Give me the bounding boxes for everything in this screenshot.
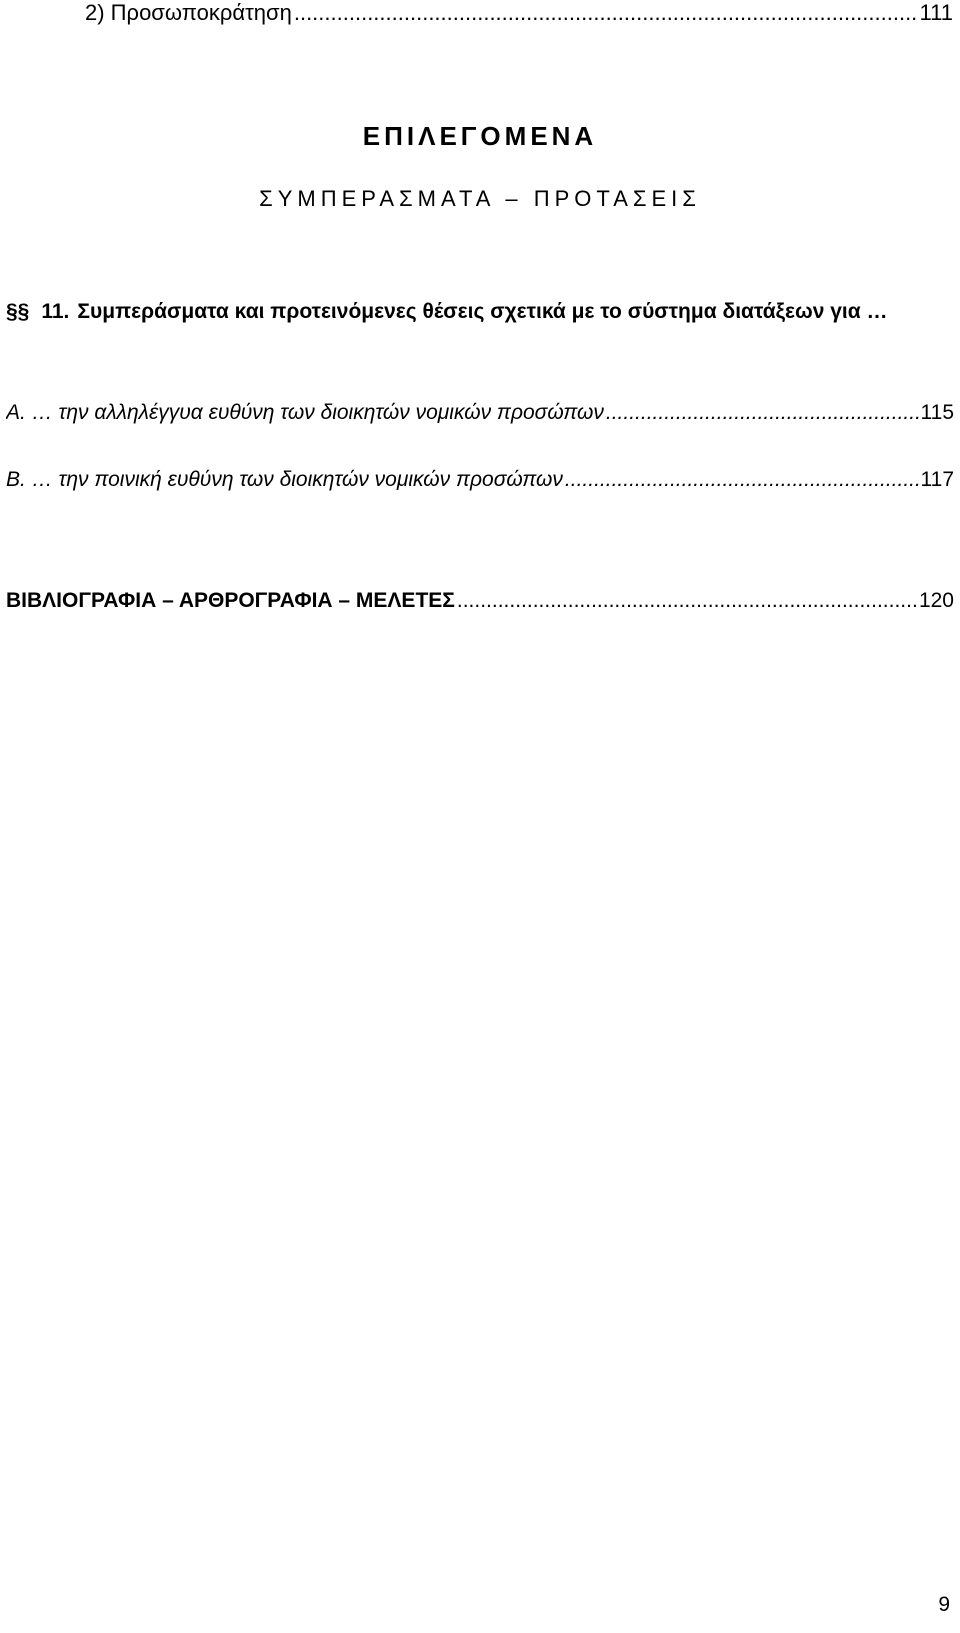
toc-entry-text: Α. … την αλληλέγγυα ευθύνη των διοικητών νομικών προσώπων — [6, 401, 604, 424]
toc-entry-prosopokratisi[interactable] — [85, 0, 953, 26]
toc-entry-text: Β. … την ποινική ευθύνη των διοικητών νομικών προσώπων — [6, 468, 563, 491]
section-title-text: Συμπεράσματα και προτεινόμενες θέσεις σχετικά με το σύστημα διατάξεων για … — [77, 300, 888, 323]
toc-entry-page: 111 — [919, 0, 953, 25]
toc-entry-b[interactable] — [6, 467, 954, 493]
dot-leader — [565, 467, 919, 493]
page-number: 9 — [938, 1593, 950, 1616]
part-heading-title: ΕΠΙΛΕΓΟΜΕΝΑ — [362, 121, 598, 151]
toc-entry-page: 117 — [920, 468, 954, 491]
section-mark: §§ — [6, 300, 30, 323]
toc-entry-text: 2) Προσωποκράτηση — [85, 0, 292, 25]
toc-entry-bibliography[interactable] — [6, 588, 954, 614]
toc-entry-a[interactable] — [6, 400, 954, 426]
toc-entry-page: 120 — [918, 589, 954, 612]
part-heading-subtitle: ΣΥΜΠΕΡΑΣΜΑΤΑ – ΠΡΟΤΑΣΕΙΣ — [259, 186, 701, 211]
toc-section-heading[interactable] — [6, 290, 954, 334]
dot-leader — [294, 0, 918, 26]
dot-leader — [606, 400, 919, 426]
dot-leader — [457, 588, 917, 614]
toc-entry-text: ΒΙΒΛΙΟΓΡΑΦΙΑ – ΑΡΘΡΟΓΡΑΦΙΑ – ΜΕΛΕΤΕΣ — [6, 589, 455, 612]
toc-entry-page: 115 — [920, 401, 954, 424]
section-number: 11. — [41, 300, 70, 323]
